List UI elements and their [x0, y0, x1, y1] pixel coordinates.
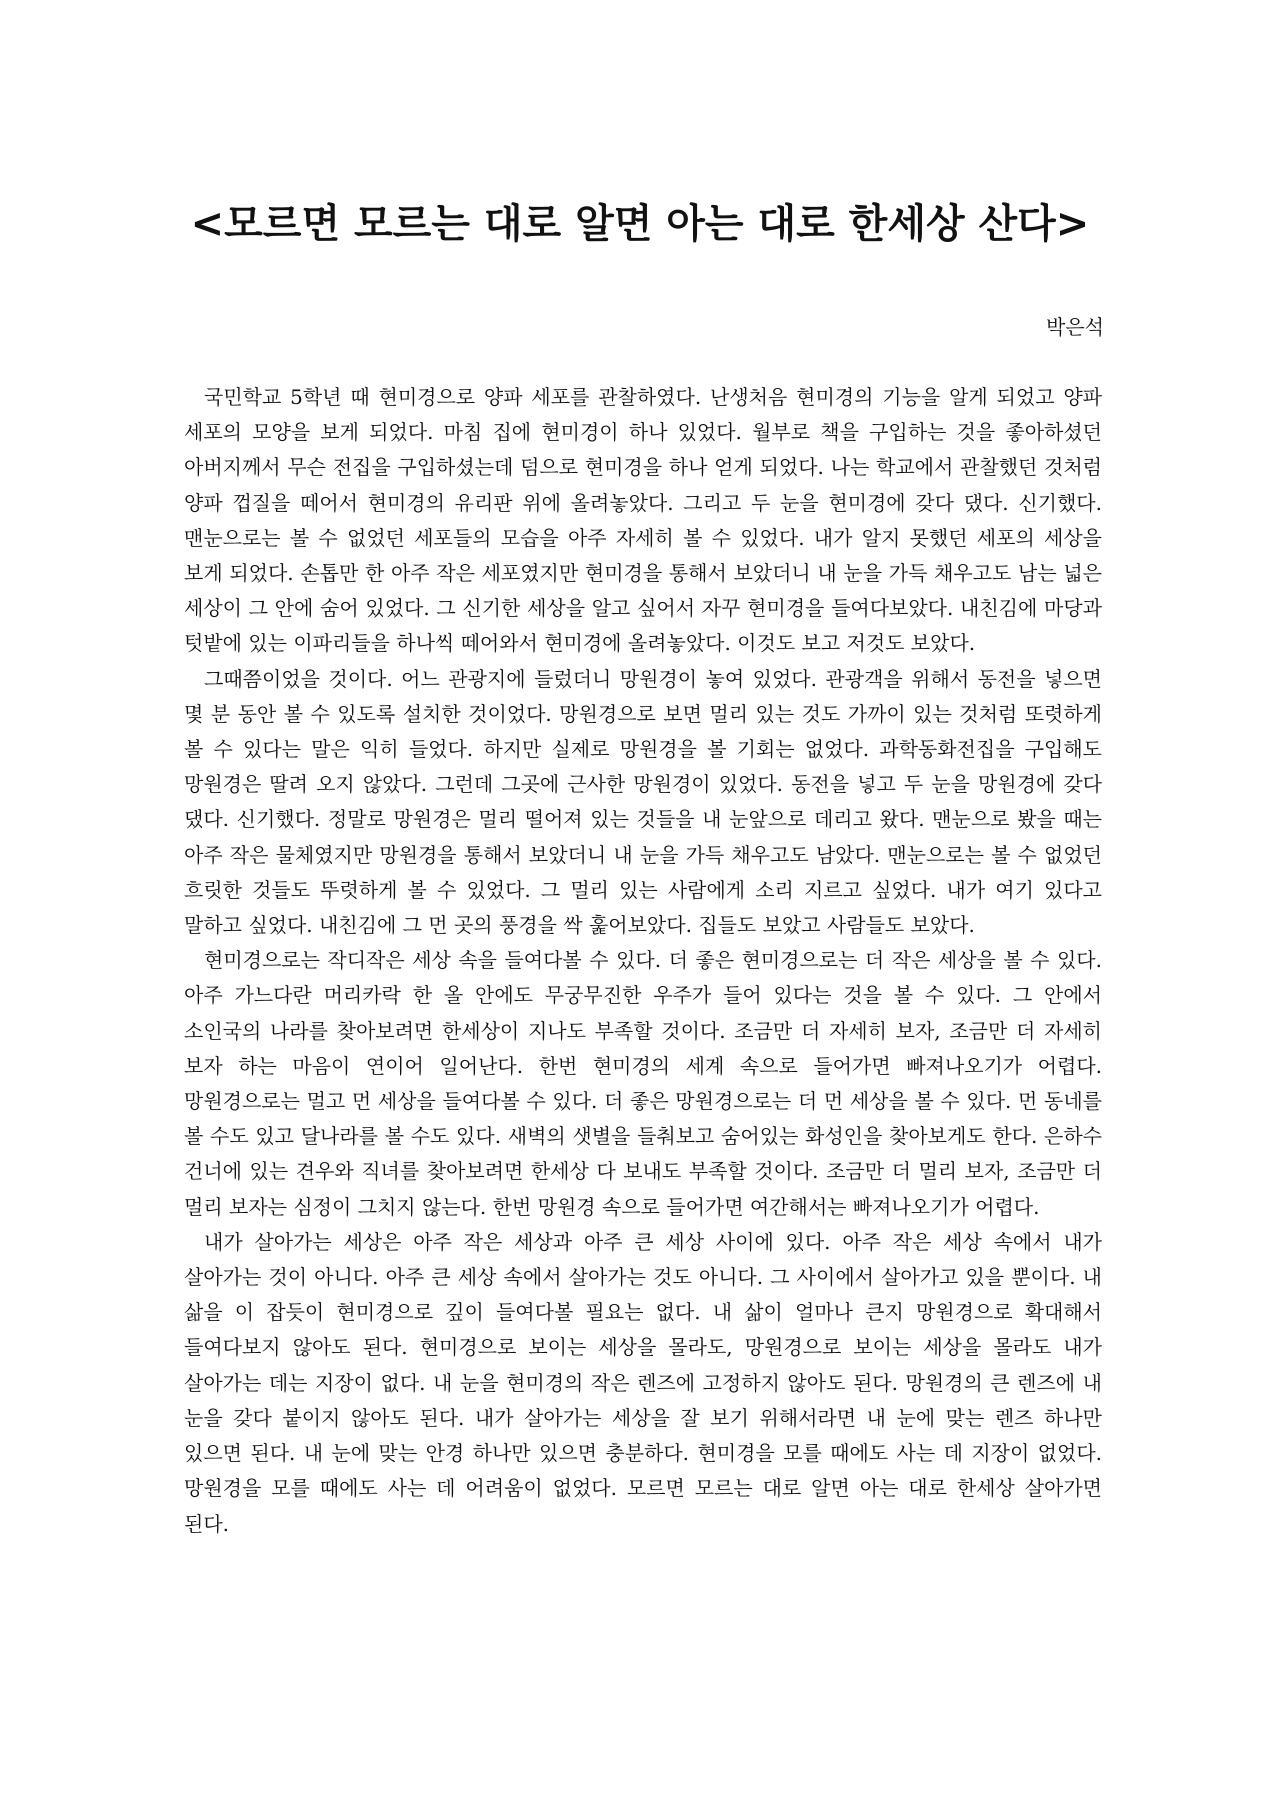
document-title: <모르면 모르는 대로 알면 아는 대로 한세상 산다>	[190, 201, 1090, 247]
essay-body	[184, 380, 1102, 1542]
paragraph-1: 국민학교 5학년 때 현미경으로 양파 세포를 관찰하였다. 난생처음 현미경의 기능을 알게 되었고 양파 세포의 모양을 보게 되었다. 마침 집에 현미경이 하나 있었다. 월부로 책을 구입하는 것을 좋아하셨던 아버지께서 무슨 전집을 구입하셨는데 덤으로 현미경을 하나 얻게 되었다. 나는 학교에서 관찰했던 것처럼 양파 껍질을 떼어서 현미경의 유리판 위에 올려놓았다. 그리고 두 눈을 현미경에 갖다 댔다. 신기했다. 맨눈으로는 볼 수 없었던 세포들의 모습을 아주 자세히 볼 수 있었다. 내가 알지 못했던 세포의 세상을 보게 되었다. 손톱만 한 아주 작은 세포였지만 현미경을 통해서 보았더니 내 눈을 가득 채우고도 남는 넓은 세상이 그 안에 숨어 있었다. 그 신기한 세상을 알고 싶어서 자꾸 현미경을 들여다보았다. 내친김에 마당과 텃밭에 있는 이파리들을 하나씩 떼어와서 현미경에 올려놓았다. 이것도 보고 저것도 보았다.	[184, 385, 1102, 656]
paragraph-3: 현미경으로는 작디작은 세상 속을 들여다볼 수 있다. 더 좋은 현미경으로는 더 작은 세상을 볼 수 있다. 아주 가느다란 머리카락 한 올 안에도 무궁무진한 우주가 들어 있다는 것을 볼 수 있다. 그 안에서 소인국의 나라를 찾아보려면 한세상이 지나도 부족할 것이다. 조금만 더 자세히 보자, 조금만 더 자세히 보자 하는 마음이 연이어 일어난다. 한번 현미경의 세계 속으로 들어가면 빠져나오기가 어렵다. 망원경으로는 멀고 먼 세상을 들여다볼 수 있다. 더 좋은 망원경으로는 더 먼 세상을 볼 수 있다. 먼 동네를 볼 수도 있고 달나라를 볼 수도 있다. 새벽의 샛별을 들춰보고 숨어있는 화성인을 찾아보게도 한다. 은하수 건너에 있는 견우와 직녀를 찾아보려면 한세상 다 보내도 부족할 것이다. 조금만 더 멀리 보자, 조금만 더 멀리 보자는 심정이 그치지 않는다. 한번 망원경 속으로 들어가면 여간해서는 빠져나오기가 어렵다.	[184, 948, 1102, 1219]
author-name: 박은석	[1046, 315, 1104, 339]
paragraph-4: 내가 살아가는 세상은 아주 작은 세상과 아주 큰 세상 사이에 있다. 아주 작은 세상 속에서 내가 살아가는 것이 아니다. 아주 큰 세상 속에서 살아가는 것도 아니다. 그 사이에서 살아가고 있을 뿐이다. 내 삶을 이 잡듯이 현미경으로 깊이 들여다볼 필요는 없다. 내 삶이 얼마나 큰지 망원경으로 확대해서 들여다보지 않아도 된다. 현미경으로 보이는 세상을 몰라도, 망원경으로 보이는 세상을 몰라도 내가 살아가는 데는 지장이 없다. 내 눈을 현미경의 작은 렌즈에 고정하지 않아도 된다. 망원경의 큰 렌즈에 내 눈을 갖다 붙이지 않아도 된다. 내가 살아가는 세상을 잘 보기 위해서라면 내 눈에 맞는 렌즈 하나만 있으면 된다. 내 눈에 맞는 안경 하나만 있으면 충분하다. 현미경을 모를 때에도 사는 데 지장이 없었다. 망원경을 모를 때에도 사는 데 어려움이 없었다. 모르면 모르는 대로 알면 아는 대로 한세상 살아가면 된다.	[184, 1229, 1102, 1536]
paragraph-2: 그때쯤이었을 것이다. 어느 관광지에 들렀더니 망원경이 놓여 있었다. 관광객을 위해서 동전을 넣으면 몇 분 동안 볼 수 있도록 설치한 것이었다. 망원경으로 보면 멀리 있는 것도 가까이 있는 것처럼 또렷하게 볼 수 있다는 말은 익히 들었다. 하지만 실제로 망원경을 볼 기회는 없었다. 과학동화전집을 구입해도 망원경은 딸려 오지 않았다. 그런데 그곳에 근사한 망원경이 있었다. 동전을 넣고 두 눈을 망원경에 갖다 댔다. 신기했다. 정말로 망원경은 멀리 떨어져 있는 것들을 내 눈앞으로 데리고 왔다. 맨눈으로 봤을 때는 아주 작은 물체였지만 망원경을 통해서 보았더니 내 눈을 가득 채우고도 남았다. 맨눈으로는 볼 수 없었던 흐릿한 것들도 뚜렷하게 볼 수 있었다. 그 멀리 있는 사람에게 소리 지르고 싶었다. 내가 여기 있다고 말하고 싶었다. 내친김에 그 먼 곳의 풍경을 싹 훑어보았다. 집들도 보았고 사람들도 보았다.	[184, 666, 1102, 938]
